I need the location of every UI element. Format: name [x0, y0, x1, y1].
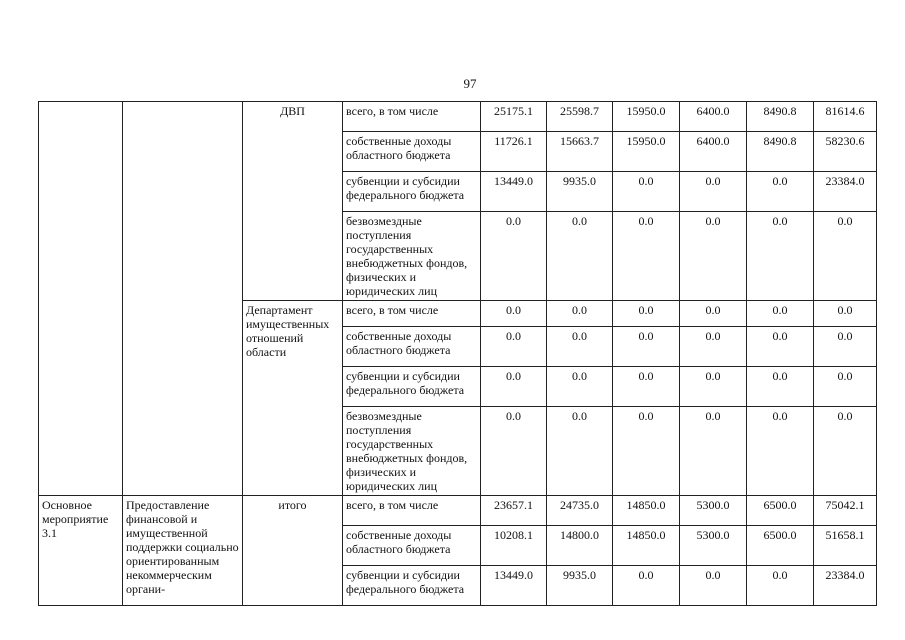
value-cell: 25598.7 [547, 102, 613, 132]
value-cell: 6500.0 [747, 496, 814, 526]
value-cell: 9935.0 [547, 566, 613, 606]
funding-source: безвозмездные поступления государственных внебюджетных фондов, физических и юридических лиц [343, 212, 481, 301]
value-cell: 14850.0 [613, 526, 680, 566]
value-cell: 58230.6 [814, 132, 877, 172]
value-cell: 8490.8 [747, 132, 814, 172]
value-cell: 13449.0 [481, 172, 547, 212]
value-cell: 75042.1 [814, 496, 877, 526]
value-cell: 0.0 [747, 407, 814, 496]
funding-source: собственные доходы областного бюджета [343, 327, 481, 367]
value-cell: 23384.0 [814, 566, 877, 606]
funding-source: безвозмездные поступления государственных внебюджетных фондов, физических и юридических лиц [343, 407, 481, 496]
funding-source: собственные доходы областного бюджета [343, 132, 481, 172]
value-cell: 0.0 [747, 327, 814, 367]
value-cell: 15663.7 [547, 132, 613, 172]
value-cell: 6400.0 [680, 132, 747, 172]
value-cell: 0.0 [547, 212, 613, 301]
executor-dvp: ДВП [243, 102, 343, 301]
funding-source: субвенции и субсидии федерального бюджета [343, 172, 481, 212]
measure-number: Основное мероприятие 3.1 [39, 496, 123, 606]
value-cell: 14800.0 [547, 526, 613, 566]
funding-source: собственные доходы областного бюджета [343, 526, 481, 566]
value-cell: 81614.6 [814, 102, 877, 132]
value-cell: 0.0 [747, 212, 814, 301]
value-cell: 14850.0 [613, 496, 680, 526]
value-cell: 6400.0 [680, 102, 747, 132]
budget-table [38, 101, 877, 606]
page-number: 97 [463, 76, 477, 91]
value-cell: 10208.1 [481, 526, 547, 566]
value-cell: 0.0 [680, 367, 747, 407]
value-cell: 0.0 [613, 566, 680, 606]
value-cell: 23657.1 [481, 496, 547, 526]
value-cell: 0.0 [680, 407, 747, 496]
value-cell: 0.0 [680, 172, 747, 212]
value-cell: 5300.0 [680, 526, 747, 566]
value-cell: 0.0 [747, 172, 814, 212]
value-cell: 0.0 [814, 212, 877, 301]
value-cell: 11726.1 [481, 132, 547, 172]
value-cell: 0.0 [613, 327, 680, 367]
value-cell: 0.0 [680, 212, 747, 301]
value-cell: 0.0 [481, 301, 547, 327]
funding-source: субвенции и субсидии федерального бюджета [343, 566, 481, 606]
value-cell: 0.0 [613, 407, 680, 496]
value-cell: 0.0 [547, 327, 613, 367]
value-cell: 0.0 [547, 367, 613, 407]
value-cell: 23384.0 [814, 172, 877, 212]
executor-total: итого [243, 496, 343, 606]
value-cell: 8490.8 [747, 102, 814, 132]
value-cell: 51658.1 [814, 526, 877, 566]
value-cell: 0.0 [481, 212, 547, 301]
value-cell: 0.0 [680, 327, 747, 367]
value-cell: 0.0 [613, 172, 680, 212]
value-cell: 0.0 [747, 566, 814, 606]
table-row [39, 102, 877, 132]
value-cell: 9935.0 [547, 172, 613, 212]
value-cell: 13449.0 [481, 566, 547, 606]
measure-name-blank [123, 102, 243, 496]
funding-source: субвенции и субсидии федерального бюджета [343, 367, 481, 407]
value-cell: 5300.0 [680, 496, 747, 526]
funding-source: всего, в том числе [343, 301, 481, 327]
value-cell: 0.0 [680, 301, 747, 327]
value-cell: 0.0 [814, 327, 877, 367]
value-cell: 0.0 [613, 367, 680, 407]
value-cell: 15950.0 [613, 132, 680, 172]
funding-source: всего, в том числе [343, 496, 481, 526]
table-row [39, 496, 877, 526]
value-cell: 0.0 [481, 367, 547, 407]
value-cell: 0.0 [680, 566, 747, 606]
value-cell: 24735.0 [547, 496, 613, 526]
value-cell: 0.0 [613, 212, 680, 301]
funding-source: всего, в том числе [343, 102, 481, 132]
value-cell: 0.0 [814, 367, 877, 407]
value-cell: 0.0 [814, 407, 877, 496]
value-cell: 0.0 [747, 367, 814, 407]
value-cell: 0.0 [613, 301, 680, 327]
value-cell: 0.0 [814, 301, 877, 327]
value-cell: 0.0 [547, 301, 613, 327]
value-cell: 0.0 [481, 327, 547, 367]
executor-department: Департамент имущественных отношений области [243, 301, 343, 496]
measure-name: Предоставление финансовой и имущественной поддержки социально ориентированным некоммерческим органи- [123, 496, 243, 606]
value-cell: 6500.0 [747, 526, 814, 566]
value-cell: 0.0 [747, 301, 814, 327]
measure-number-blank [39, 102, 123, 496]
value-cell: 15950.0 [613, 102, 680, 132]
value-cell: 0.0 [547, 407, 613, 496]
value-cell: 25175.1 [481, 102, 547, 132]
value-cell: 0.0 [481, 407, 547, 496]
